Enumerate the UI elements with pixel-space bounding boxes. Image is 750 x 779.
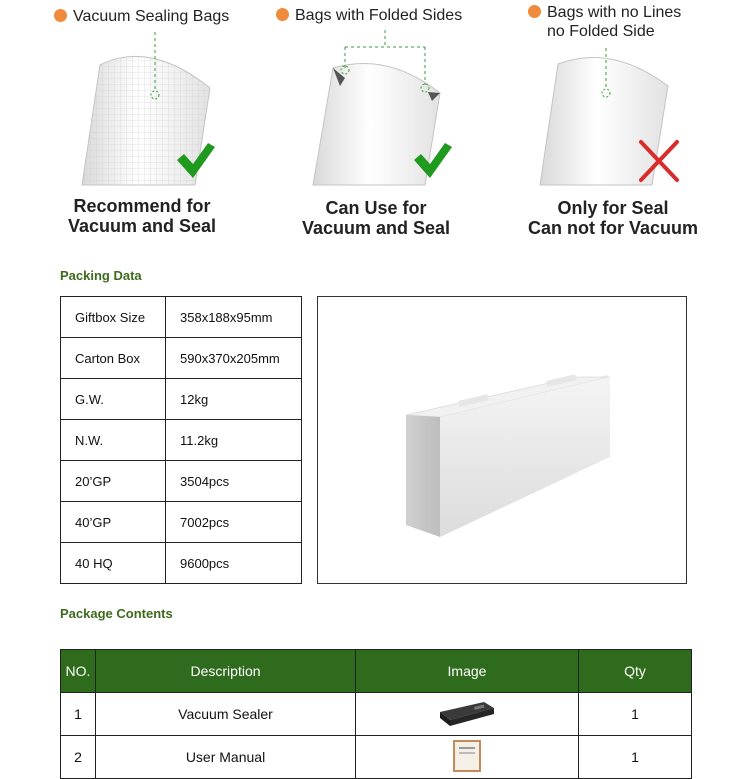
- table-header-row: [61, 650, 692, 693]
- row-number: 2: [61, 736, 96, 779]
- packing-value: 590x370x205mm: [166, 338, 302, 379]
- packing-label: 40’GP: [61, 502, 166, 543]
- plain-bag-illustration: [540, 48, 668, 185]
- packing-label: 20’GP: [61, 461, 166, 502]
- packing-value: 11.2kg: [166, 420, 302, 461]
- packing-value: 12kg: [166, 379, 302, 420]
- package-contents-title: Package Contents: [60, 606, 173, 621]
- vacuum-sealer-image: [436, 698, 498, 728]
- packing-label: Carton Box: [61, 338, 166, 379]
- table-row: [61, 379, 302, 420]
- packing-label: N.W.: [61, 420, 166, 461]
- table-row: [61, 693, 692, 736]
- bag-illustrations: [0, 0, 750, 200]
- bag-type-3-caption: Only for Seal Can not for Vacuum: [527, 198, 698, 238]
- row-image: [356, 736, 579, 779]
- table-row: [61, 736, 692, 779]
- table-row: [61, 461, 302, 502]
- bag-type-1-caption: Recommend for Vacuum and Seal: [67, 196, 217, 236]
- table-row: [61, 338, 302, 379]
- packing-value: 358x188x95mm: [166, 297, 302, 338]
- bag-type-2-title: Bags with Folded Sides: [276, 6, 462, 25]
- table-row: [61, 297, 302, 338]
- giftbox-image: [318, 297, 686, 583]
- packing-value: 7002pcs: [166, 502, 302, 543]
- row-image: [356, 693, 579, 736]
- bag-comparison-graphic: [0, 0, 750, 262]
- bag-type-2-caption: Can Use for Vacuum and Seal: [301, 198, 451, 238]
- packing-data-title: Packing Data: [60, 268, 142, 283]
- user-manual-image: [452, 739, 482, 773]
- giftbox-image-frame: [317, 296, 687, 584]
- table-row: [61, 502, 302, 543]
- row-number: 1: [61, 693, 96, 736]
- column-header-qty: Qty: [579, 650, 692, 693]
- column-header-no: NO.: [61, 650, 96, 693]
- packing-label: 40 HQ: [61, 543, 166, 584]
- packing-data-table: [60, 296, 302, 584]
- row-qty: 1: [579, 736, 692, 779]
- bag-type-1-title: Vacuum Sealing Bags: [54, 7, 229, 26]
- row-qty: 1: [579, 693, 692, 736]
- packing-label: Giftbox Size: [61, 297, 166, 338]
- column-header-description: Description: [96, 650, 356, 693]
- table-row: [61, 543, 302, 584]
- package-contents-table: [60, 649, 692, 779]
- table-row: [61, 420, 302, 461]
- packing-value: 3504pcs: [166, 461, 302, 502]
- column-header-image: Image: [356, 650, 579, 693]
- bag-type-3-title: Bags with no Lines no Folded Side: [528, 3, 681, 41]
- packing-value: 9600pcs: [166, 543, 302, 584]
- packing-label: G.W.: [61, 379, 166, 420]
- row-description: User Manual: [96, 736, 356, 779]
- row-description: Vacuum Sealer: [96, 693, 356, 736]
